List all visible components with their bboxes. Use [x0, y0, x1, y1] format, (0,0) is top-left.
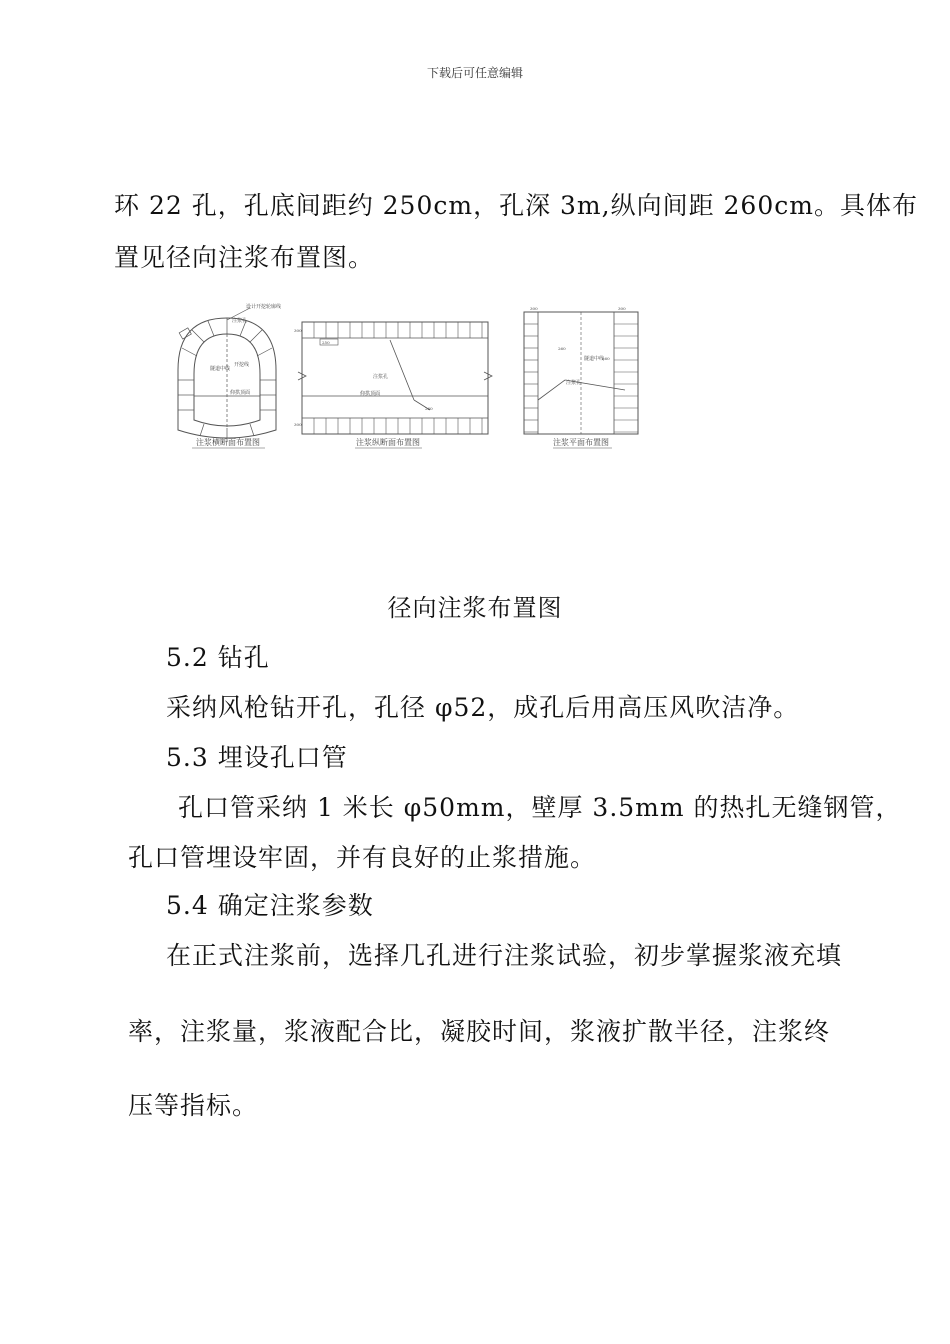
svg-text:250: 250 — [322, 340, 330, 345]
paragraph-line: 环 22 孔，孔底间距约 250cm，孔深 3m,纵向间距 260cm。具体布 — [114, 191, 918, 220]
longitudinal-section-drawing — [294, 322, 492, 448]
svg-text:注浆孔: 注浆孔 — [566, 380, 582, 386]
paragraph-line: 孔口管埋设牢固，并有良好的止浆措施。 — [128, 843, 597, 872]
svg-text:注浆孔: 注浆孔 — [373, 374, 389, 380]
paragraph-line: 在正式注浆前，选择几孔进行注浆试验，初步掌握浆液充填 — [166, 941, 843, 970]
figure-panel-caption: 注浆纵断面布置图 — [356, 438, 420, 447]
svg-text:仰拱顶面: 仰拱顶面 — [230, 390, 251, 396]
svg-text:隧道中线: 隧道中线 — [210, 366, 231, 372]
svg-text:300: 300 — [294, 422, 302, 427]
page-header-note: 下载后可任意编辑 — [426, 66, 523, 80]
svg-text:260: 260 — [425, 406, 433, 411]
svg-text:260: 260 — [558, 346, 566, 351]
section-heading: 5.2 钻孔 — [166, 643, 270, 672]
grouting-layout-figure — [170, 300, 650, 460]
paragraph-line: 置见径向注浆布置图。 — [114, 243, 375, 272]
svg-text:300: 300 — [294, 328, 302, 333]
svg-text:开挖线: 开挖线 — [234, 362, 250, 368]
figure-caption: 径向注浆布置图 — [387, 594, 563, 622]
svg-text:注浆孔: 注浆孔 — [232, 318, 248, 324]
svg-text:300: 300 — [618, 306, 626, 311]
cross-section-drawing — [178, 303, 281, 448]
paragraph-line: 率，注浆量，浆液配合比，凝胶时间，浆液扩散半径，注浆终 — [128, 1017, 831, 1046]
svg-text:设计开挖轮廓线: 设计开挖轮廓线 — [246, 304, 282, 310]
plan-drawing — [524, 306, 638, 448]
svg-text:隧道中线: 隧道中线 — [584, 356, 605, 362]
figure-panel-caption: 注浆横断面布置图 — [196, 438, 260, 447]
paragraph-line: 压等指标。 — [128, 1091, 259, 1120]
svg-text:300: 300 — [530, 306, 538, 311]
paragraph-line: 孔口管采纳 1 米长 φ50mm，壁厚 3.5mm 的热扎无缝钢管， — [178, 793, 902, 822]
section-heading: 5.4 确定注浆参数 — [166, 891, 374, 920]
svg-text:仰拱顶面: 仰拱顶面 — [360, 391, 381, 397]
paragraph-line: 采纳风枪钻开孔，孔径 φ52，成孔后用高压风吹洁净。 — [166, 693, 800, 722]
section-heading: 5.3 埋设孔口管 — [166, 743, 348, 772]
figure-panel-caption: 注浆平面布置图 — [553, 438, 609, 447]
svg-text:260: 260 — [602, 356, 610, 361]
